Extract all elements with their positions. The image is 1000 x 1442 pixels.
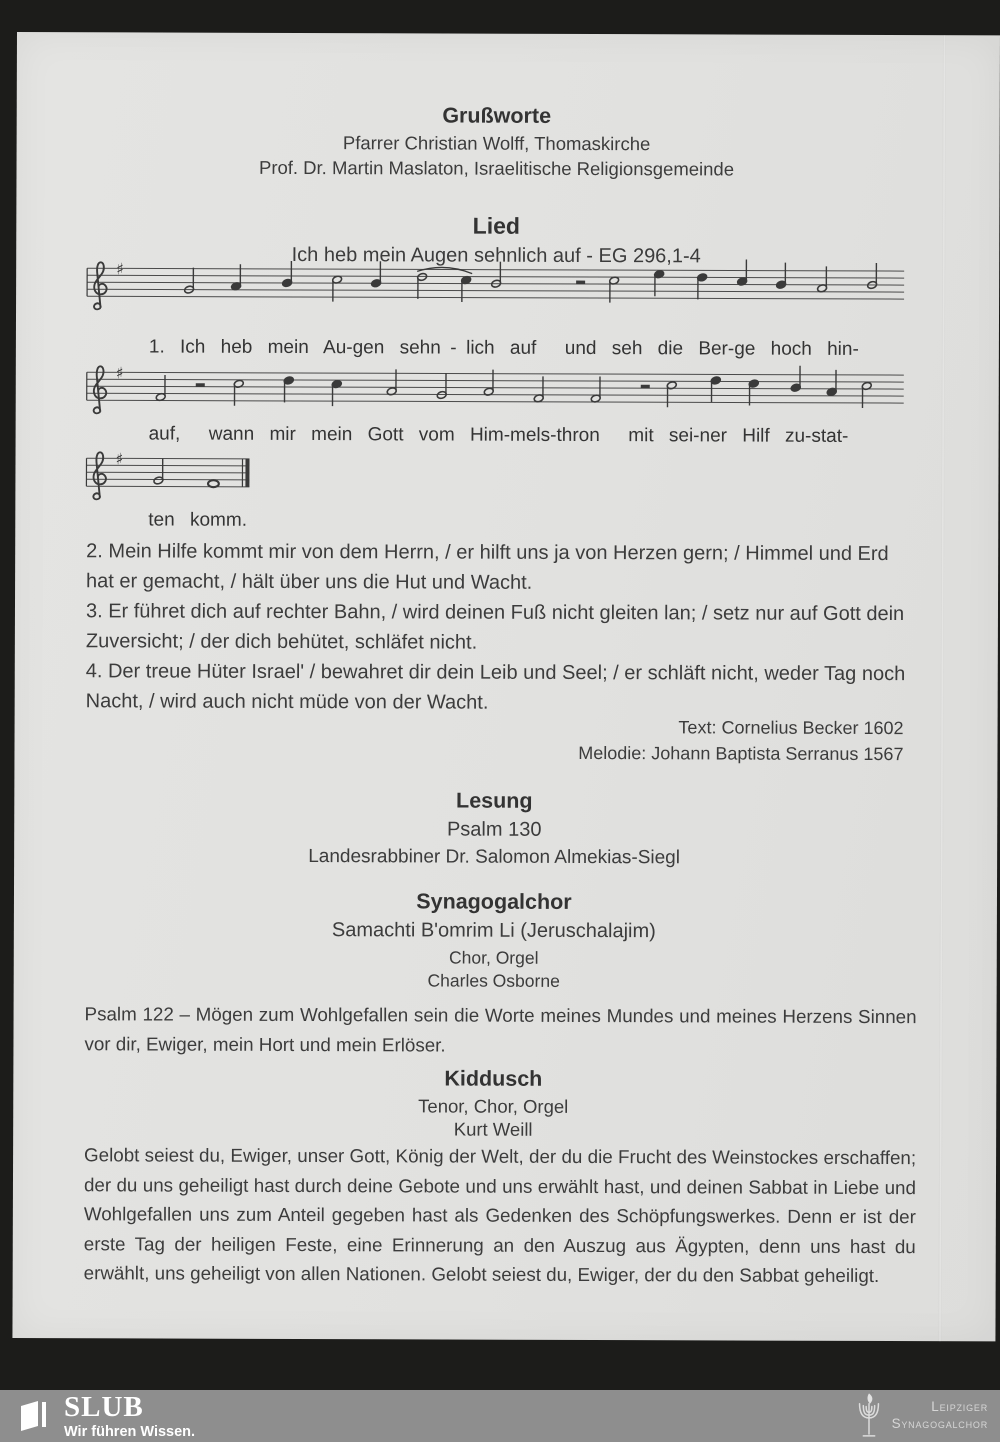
slub-logo — [18, 1390, 196, 1440]
section-heading-lesung: Lesung — [456, 788, 533, 813]
hymn-title: Ich heb mein Augen sehnlich auf - EG 296,1-4 — [291, 243, 701, 268]
verse-4: 4. Der treue Hüter Israel' / bewahret dir dein Leib und Seel; / er schläft nicht, weder Tag noch Nacht, / wird auch nicht müde von der Wacht. — [85, 660, 906, 714]
slub-book-icon — [18, 1398, 54, 1434]
scanned-program-page — [12, 32, 1000, 1341]
section-heading-kiddusch: Kiddusch — [444, 1066, 543, 1091]
choir-name-line2: Synagogalchor — [891, 1416, 988, 1431]
greeting-speaker-2: Prof. Dr. Martin Maslaton, Israelitische Religionsgemeinde — [258, 156, 735, 180]
chor-ensemble: Chor, Orgel — [448, 947, 539, 968]
music-staff-2 — [80, 362, 920, 427]
hymn-verses — [86, 536, 919, 719]
credit-melody-author: Melodie: Johann Baptista Serranus 1567 — [578, 742, 904, 765]
lesung-psalm: Psalm 130 — [446, 818, 542, 841]
chor-composer: Charles Osborne — [427, 970, 560, 991]
verse-3: 3. Er führet dich auf rechter Bahn, / wird deinen Fuß nicht gleiten lan; / setz nur auf Gott dein Zuversicht; / der dich behütet, schläfet nicht. — [85, 600, 905, 654]
greeting-speaker-1: Pfarrer Christian Wolff, Thomaskirche — [342, 132, 651, 155]
verse-2: 2. Mein Hilfe kommt mir von dem Herrn, / er hilft uns ja von Herzen gern; / Himmel und Erd hat er gemacht, / hält über uns die Hut und Wacht. — [86, 540, 889, 594]
page-title: Grußworte — [442, 103, 552, 128]
choir-name-line1: Leipziger — [931, 1399, 988, 1415]
lesung-reader: Landesrabbiner Dr. Salomon Almekias-Siegl — [308, 846, 681, 869]
lyrics-line-3: ten komm. — [148, 509, 248, 531]
psalm-122-text: Psalm 122 – Mögen zum Wohlgefallen sein die Worte meines Mundes und meines Herzens Sinnen vor dir, Ewiger, mein Hort und mein Erlöser. — [84, 1003, 917, 1056]
svg-text:♯: ♯ — [116, 259, 124, 279]
kiddusch-ensemble: Tenor, Chor, Orgel — [418, 1095, 569, 1117]
lyrics-line-2: auf, wann mir mein Gott vom Him-mels-thron mit sei-ner Hilf zu-stat- — [148, 423, 849, 447]
menorah-icon — [852, 1392, 886, 1440]
music-staff-3 — [79, 448, 279, 511]
section-heading-lied: Lied — [472, 212, 521, 239]
svg-text:♯: ♯ — [115, 449, 124, 469]
chor-piece-title: Samachti B'omrim Li (Jeruschalajim) — [331, 919, 656, 943]
paper-crease — [938, 35, 946, 1341]
section-heading-synagogalchor: Synagogalchor — [416, 889, 572, 914]
slub-tagline: Wir führen Wissen. — [64, 1423, 196, 1440]
kiddusch-composer: Kurt Weill — [453, 1118, 533, 1140]
lyrics-line-1: 1. Ich heb mein Au-gen sehn - lich auf und seh die Ber-ge hoch hin- — [148, 336, 859, 360]
kiddusch-text: Gelobt seiest du, Ewiger, unser Gott, König der Welt, der du die Frucht des Weinstockes erschaffen; der du uns geheiligt hast durch deine Gebote und uns erwählt hast, und deinen Sabbat in Liebe und Wohlgefallen uns zum Anteil gegeben hast als Gedenken des Schöpfungswerkes. Denn er ist der erste Tag der heiligen Feste, eine Erinnerung an den Auszug aus Ägypten, denn uns hast du erwählt, uns geheiligt von allen Nationen. Gelobt seiest du, Ewiger, der du den Sabbat geheiligt. — [83, 1144, 917, 1287]
hymn-credits — [85, 712, 903, 767]
credit-text-author: Text: Cornelius Becker 1602 — [678, 717, 904, 739]
music-staff-1 — [80, 258, 920, 323]
svg-text:♯: ♯ — [115, 363, 124, 383]
synagogalchor-logo — [852, 1392, 988, 1440]
viewer-footer-bar — [0, 1390, 1000, 1442]
slub-wordmark: SLUB — [64, 1390, 144, 1423]
